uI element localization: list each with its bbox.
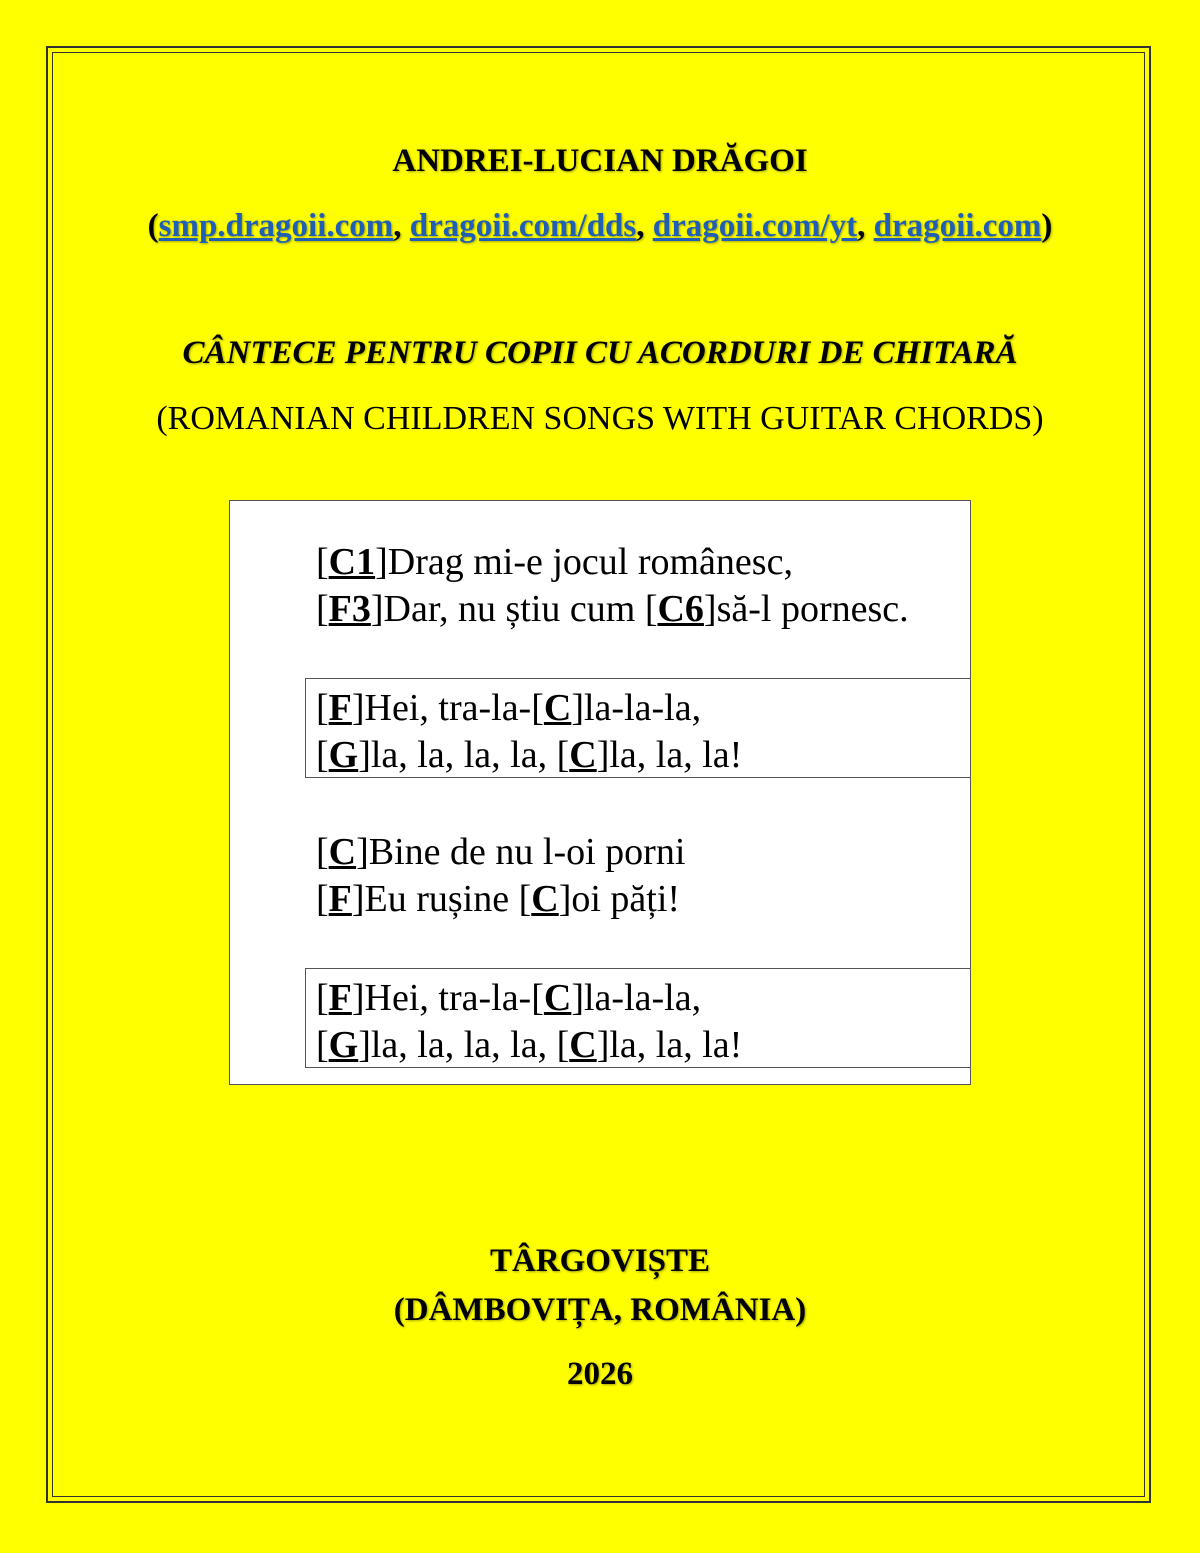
lyric-line: [C1]Drag mi-e jocul românesc, <box>316 541 793 583</box>
link-sep: , <box>393 208 410 244</box>
chord: C <box>569 734 597 776</box>
chord: F <box>328 687 352 729</box>
chord: F <box>328 977 352 1019</box>
lyric-line: [F]Hei, tra-la-[C]la-la-la, <box>316 687 702 729</box>
chord: G <box>328 1024 359 1066</box>
website-links <box>0 208 1200 245</box>
link-yt[interactable]: dragoii.com/yt <box>652 208 858 244</box>
author-name: ANDREI-LUCIAN DRĂGOI <box>392 143 808 179</box>
link-main[interactable]: dragoii.com <box>873 208 1042 244</box>
chord: C <box>531 878 559 920</box>
paren-close: ) <box>1041 208 1053 244</box>
paren-open: ( <box>147 208 159 244</box>
chord: F <box>328 878 352 920</box>
chord: C1 <box>328 541 376 583</box>
chord: C <box>328 831 357 873</box>
publication-city: TÂRGOVIȘTE <box>489 1243 711 1279</box>
lyric-line: [C]Bine de nu l-oi porni <box>316 831 686 873</box>
publication-county: (DÂMBOVIȚA, ROMÂNIA) <box>393 1292 807 1328</box>
chord: F3 <box>328 588 371 630</box>
link-sep: , <box>857 208 874 244</box>
chord: C <box>543 977 572 1019</box>
chord: G <box>328 734 359 776</box>
lyric-line: [G]la, la, la, la, [C]la, la, la! <box>316 734 743 776</box>
link-smp[interactable]: smp.dragoii.com <box>158 208 394 244</box>
book-title-english: (ROMANIAN CHILDREN SONGS WITH GUITAR CHORDS) <box>156 400 1044 437</box>
song-sample-box <box>229 500 971 1085</box>
lyric-line: [F3]Dar, nu știu cum [C6]să-l pornesc. <box>316 588 909 630</box>
link-dds[interactable]: dragoii.com/dds <box>409 208 637 244</box>
lyric-line: [F]Hei, tra-la-[C]la-la-la, <box>316 977 702 1019</box>
lyric-line: [G]la, la, la, la, [C]la, la, la! <box>316 1024 743 1066</box>
chord: C6 <box>657 588 704 630</box>
publication-year: 2026 <box>567 1356 633 1392</box>
book-title-romanian: CÂNTECE PENTRU COPII CU ACORDURI DE CHITARĂ <box>182 335 1018 371</box>
link-sep: , <box>636 208 653 244</box>
chord: C <box>543 687 572 729</box>
lyric-line: [F]Eu rușine [C]oi păți! <box>316 878 681 920</box>
chord: C <box>569 1024 597 1066</box>
